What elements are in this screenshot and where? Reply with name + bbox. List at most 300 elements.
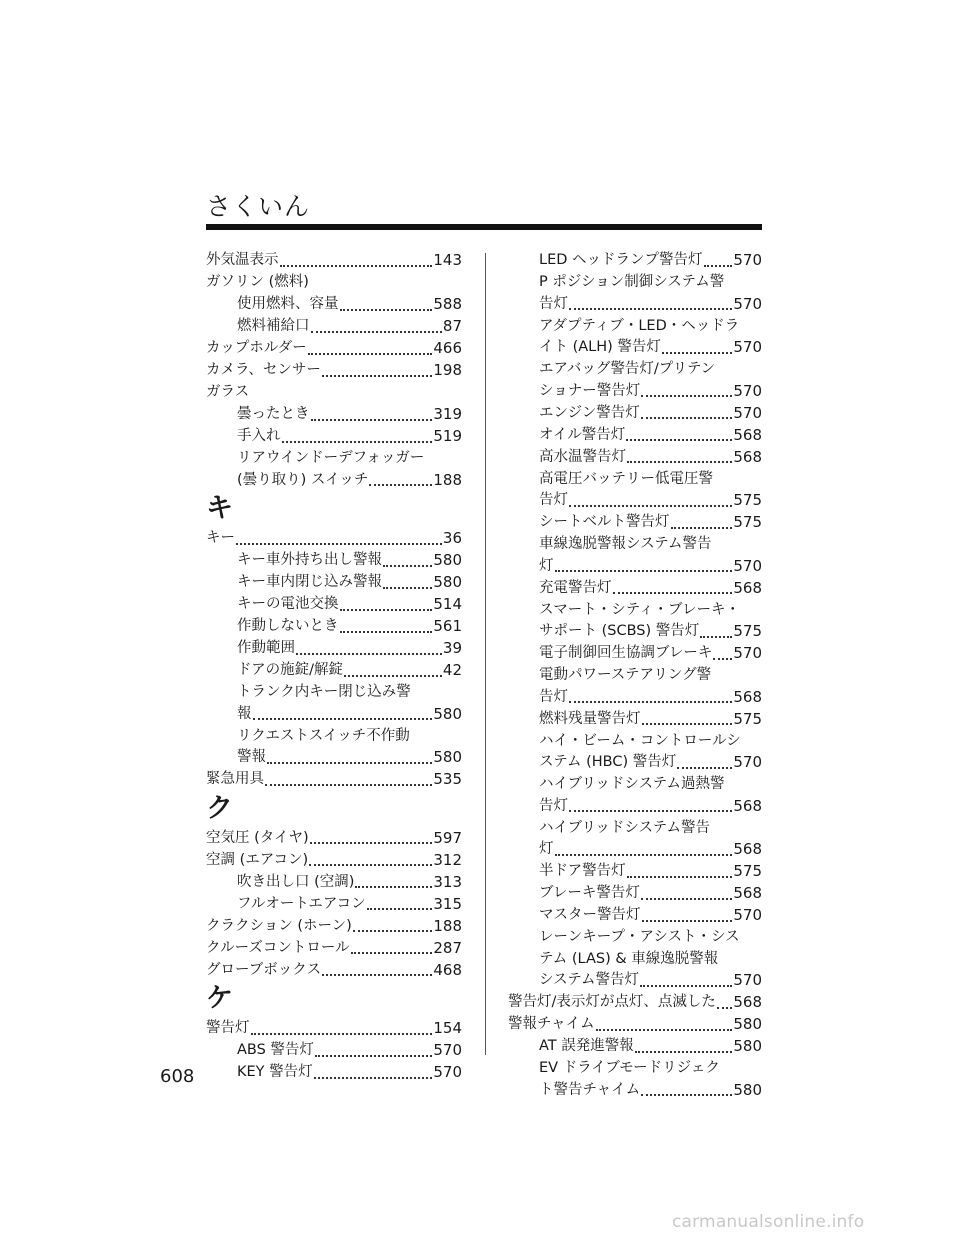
entry-row: [206, 828, 462, 850]
entry-page-number: 570: [433, 1041, 462, 1059]
dot-leader: [671, 527, 733, 529]
entry-text-line: 高電圧バッテリー低電圧警: [539, 470, 713, 487]
index-entry: [508, 359, 762, 402]
entry-page-number: 188: [433, 470, 462, 489]
entry-row: [539, 687, 762, 709]
entry-row: [539, 337, 762, 359]
entry-text: 報: [237, 705, 252, 722]
entry-text: システム警告灯: [539, 972, 640, 988]
entry-page-number: 568: [733, 578, 762, 597]
index-entry: [508, 643, 762, 665]
entry-row: [237, 1040, 462, 1062]
index-entry: [508, 316, 762, 359]
dot-leader: [713, 658, 732, 660]
index-entry: [206, 250, 462, 272]
index-entry: [206, 938, 462, 960]
entry-row: [539, 512, 762, 534]
index-entry: [206, 638, 462, 660]
dot-leader: [367, 908, 433, 910]
dot-leader: [642, 723, 733, 725]
entry-page-number: 570: [733, 403, 762, 422]
entry-row: [237, 594, 462, 616]
entry-row: [539, 709, 762, 731]
entry-row: [237, 550, 462, 572]
entry-text-line: ハイブリッドシステム警告: [539, 819, 710, 836]
dot-leader: [569, 810, 732, 812]
dot-leader: [569, 701, 732, 703]
entry-text: グローブボックス: [206, 961, 322, 978]
dot-leader: [662, 352, 732, 354]
dot-leader: [641, 395, 732, 397]
entry-text: シートベルト警告灯: [539, 514, 670, 530]
index-entry: [206, 682, 462, 725]
index-entry: [206, 550, 462, 572]
dot-leader: [296, 653, 442, 655]
entry-text: キーの電池交換: [237, 596, 339, 612]
dot-leader: [310, 842, 433, 844]
dot-leader: [322, 974, 432, 976]
dot-leader: [704, 265, 733, 267]
dot-leader: [351, 952, 433, 954]
entry-text: イト (ALH) 警告灯: [539, 339, 661, 355]
entry-row: [206, 382, 462, 404]
dot-leader: [627, 876, 733, 878]
entry-text: 高水温警告灯: [539, 448, 626, 465]
dot-leader: [314, 1077, 433, 1079]
dot-leader: [613, 592, 733, 594]
entry-page-number: 568: [733, 687, 762, 706]
dot-leader: [280, 265, 433, 267]
entry-text: カメラ、センサー: [206, 362, 321, 378]
entry-row: [237, 638, 462, 660]
entry-row: [539, 839, 762, 861]
entry-text-line: EV ドライブモードリジェク: [539, 1060, 720, 1076]
entry-row: [539, 490, 762, 512]
entry-text: ステム (HBC) 警告灯: [539, 754, 677, 770]
index-entry: [206, 1018, 462, 1040]
dot-leader: [700, 636, 732, 638]
dot-leader: [627, 461, 732, 463]
index-entry: [508, 600, 762, 643]
dot-leader: [677, 767, 732, 769]
entry-text-line: 電動パワーステアリング警: [539, 667, 712, 683]
entry-text: 空気圧 (タイヤ): [206, 829, 309, 846]
entry-text-line: アダプティブ・LED・ヘッドラ: [539, 317, 740, 334]
entry-row: [539, 381, 762, 403]
dot-leader: [309, 864, 432, 866]
page-title: さくいん: [206, 192, 311, 221]
entry-text: 告灯: [539, 492, 568, 508]
entry-text-line: テム (LAS) & 車線逸脱警報: [539, 950, 719, 967]
entry-page-number: 575: [733, 709, 762, 728]
entry-row: [508, 1014, 762, 1036]
entry-row: [539, 447, 762, 469]
index-column-left: [206, 250, 462, 1084]
dot-leader: [641, 417, 733, 419]
entry-text: 手入れ: [237, 428, 281, 444]
entry-text: 灯: [539, 841, 554, 857]
entry-text-line: リクエストスイッチ不作動: [237, 727, 410, 744]
entry-row: [237, 894, 462, 916]
index-entry: [206, 894, 462, 916]
dot-leader: [355, 886, 432, 888]
entry-row: [539, 294, 762, 316]
entry-page-number: 570: [733, 971, 762, 989]
entry-page-number: 514: [433, 595, 462, 613]
index-entry: [508, 534, 762, 577]
entry-row: [206, 769, 462, 791]
entry-page-number: 570: [733, 338, 762, 356]
entry-text: マスター警告灯: [539, 907, 641, 923]
entry-page-number: 568: [733, 447, 762, 466]
dot-leader: [569, 505, 732, 507]
dot-leader: [282, 441, 433, 443]
index-entry: [508, 425, 762, 447]
entry-text: 充電警告灯: [539, 579, 612, 596]
entry-page-number: 580: [433, 551, 462, 569]
entry-row: [206, 528, 462, 550]
entry-row: [539, 796, 762, 818]
index-entry: [508, 512, 762, 534]
dot-leader: [322, 375, 433, 377]
section-letter: ケ: [206, 983, 233, 1014]
entry-text: ショナー警告灯: [539, 382, 641, 399]
entry-page-number: 575: [733, 491, 762, 509]
index-entry: [508, 861, 762, 883]
dot-leader: [555, 854, 733, 856]
entry-page-number: 315: [433, 894, 462, 913]
entry-row: [237, 572, 462, 594]
dot-leader: [383, 565, 432, 567]
entry-text-line: エアバッグ警告灯/プリテン: [539, 361, 716, 377]
entry-row: [539, 1080, 762, 1102]
entry-text: 緊急用具: [206, 771, 264, 787]
entry-page-number: 87: [442, 317, 462, 335]
entry-text-line: ハイブリッドシステム過熱警: [539, 776, 725, 792]
entry-text-line: トランク内キー閉じ込み警: [237, 684, 411, 700]
entry-page-number: 580: [733, 1037, 762, 1055]
index-entry: [508, 665, 762, 708]
dot-leader: [641, 1094, 732, 1096]
dot-leader: [642, 920, 733, 922]
index-entry: [508, 774, 762, 817]
index-entry: [206, 338, 462, 360]
entry-row: [237, 616, 462, 638]
entry-page-number: 519: [433, 427, 462, 445]
entry-page-number: 568: [733, 425, 762, 444]
entry-page-number: 575: [733, 622, 762, 640]
entry-text: 使用燃料、容量: [237, 296, 339, 312]
entry-row: [237, 747, 462, 769]
page-number: 608: [160, 1066, 195, 1087]
entry-text: ガソリン (燃料): [206, 274, 309, 290]
index-entry: [206, 1062, 462, 1084]
entry-row: [206, 338, 462, 360]
entry-page-number: 468: [433, 960, 462, 979]
entry-text: 作動しないとき: [237, 618, 339, 634]
entry-page-number: 568: [733, 840, 762, 858]
entry-text: 作動範囲: [237, 640, 295, 656]
entry-text: ドアの施錠/解錠: [237, 662, 343, 678]
index-entry: [508, 927, 762, 992]
index-entry: [206, 850, 462, 872]
entry-text: 半ドア警告灯: [539, 863, 626, 879]
index-entry: [206, 404, 462, 426]
index-entry: [206, 426, 462, 448]
entry-page-number: 312: [433, 850, 462, 869]
entry-text: 警報チャイム: [508, 1016, 595, 1032]
index-entry: [206, 572, 462, 594]
dot-leader: [596, 1029, 733, 1031]
entry-page-number: 287: [433, 938, 462, 957]
entry-row: [206, 960, 462, 982]
index-entry: [206, 272, 462, 294]
dot-leader: [344, 675, 442, 677]
index-entry: [206, 294, 462, 316]
index-entry: [206, 660, 462, 682]
index-entry: [508, 905, 762, 927]
index-column-right: [508, 250, 762, 1102]
entry-row: [539, 970, 762, 992]
dot-leader: [253, 718, 433, 720]
entry-page-number: 570: [433, 1063, 462, 1081]
index-entry: [508, 578, 762, 600]
entry-text: 燃料補給口: [237, 318, 310, 334]
entry-row: [539, 556, 762, 578]
index-entry: [206, 448, 462, 491]
index-entry: [508, 447, 762, 469]
entry-text: クラクション (ホーン): [206, 917, 352, 934]
entry-text: ブレーキ警告灯: [539, 885, 640, 901]
entry-row: [206, 1018, 462, 1040]
entry-text: 警告灯/表示灯が点灯、点滅した: [508, 994, 716, 1010]
entry-text-line: スマート・シティ・ブレーキ・: [539, 601, 740, 618]
index-entry: [508, 1058, 762, 1101]
entry-page-number: 42: [442, 661, 462, 679]
dot-leader: [383, 587, 432, 589]
index-entry: [206, 726, 462, 769]
entry-row: [206, 272, 462, 294]
entry-text-line: リアウインドーデフォッガー: [237, 450, 425, 466]
entry-text: オイル警告灯: [539, 426, 626, 443]
entry-text: ト警告チャイム: [539, 1081, 641, 1098]
entry-text: キー: [206, 530, 235, 546]
entry-page-number: 154: [433, 1019, 462, 1037]
entry-text-line: P ポジション制御システム警: [539, 274, 725, 290]
entry-page-number: 188: [433, 916, 462, 935]
index-entry: [508, 883, 762, 905]
entry-row: [539, 621, 762, 643]
entry-row: [539, 752, 762, 774]
entry-page-number: 36: [442, 529, 462, 547]
entry-page-number: 198: [433, 361, 462, 379]
dot-leader: [369, 484, 432, 486]
entry-row: [539, 883, 762, 905]
entry-page-number: 570: [733, 294, 762, 313]
dot-leader: [265, 784, 432, 786]
entry-text: 空調 (エアコン): [206, 851, 309, 868]
entry-row: [508, 992, 762, 1014]
index-entry: [206, 769, 462, 791]
entry-row: [539, 403, 762, 425]
entry-row: [237, 872, 462, 894]
entry-page-number: 568: [733, 796, 762, 815]
index-entry: [206, 528, 462, 550]
dot-leader: [640, 985, 732, 987]
entry-page-number: 580: [433, 704, 462, 723]
section-letter: ク: [206, 792, 233, 824]
entry-page-number: 313: [433, 872, 462, 891]
index-entry: [206, 382, 462, 404]
entry-text: KEY 警告灯: [237, 1064, 313, 1080]
dot-leader: [311, 419, 433, 421]
entry-row: [539, 1036, 762, 1058]
index-entry: [206, 828, 462, 850]
entry-page-number: 570: [733, 753, 762, 771]
entry-page-number: 570: [733, 644, 762, 662]
entry-text: エンジン警告灯: [539, 404, 640, 421]
index-entry: [508, 1036, 762, 1058]
entry-row: [237, 316, 462, 338]
entry-text: 警告灯: [206, 1020, 250, 1036]
dot-leader: [340, 609, 433, 611]
dot-leader: [308, 353, 433, 355]
entry-text: AT 誤発進警報: [539, 1038, 634, 1054]
entry-page-number: 568: [733, 993, 762, 1011]
entry-page-number: 570: [733, 251, 762, 269]
entry-row: [237, 404, 462, 426]
dot-leader: [353, 930, 433, 932]
index-entry: [206, 616, 462, 638]
entry-text: 告灯: [539, 688, 568, 705]
entry-row: [206, 916, 462, 938]
index-entry: [508, 469, 762, 512]
entry-text: 告灯: [539, 295, 568, 312]
entry-page-number: 570: [733, 906, 762, 924]
dot-leader: [251, 1033, 433, 1035]
index-entry: [206, 960, 462, 982]
entry-text: カップホルダー: [206, 340, 307, 356]
entry-row: [539, 861, 762, 883]
dot-leader: [555, 570, 733, 572]
dot-leader: [717, 1007, 732, 1009]
index-entry: [206, 316, 462, 338]
entry-text: ガラス: [206, 384, 250, 400]
entry-page-number: 143: [433, 251, 462, 269]
entry-page-number: 580: [733, 1080, 762, 1099]
entry-page-number: 319: [433, 405, 462, 423]
entry-row: [539, 578, 762, 600]
index-entry: [206, 916, 462, 938]
entry-text: サポート (SCBS) 警告灯: [539, 623, 700, 639]
dot-leader: [641, 898, 732, 900]
entry-page-number: 561: [433, 617, 462, 635]
entry-text: 外気温表示: [206, 252, 279, 268]
entry-text: 電子制御回生協調ブレーキ: [539, 645, 713, 661]
index-entry: [508, 731, 762, 774]
title-rule: [206, 224, 762, 230]
entry-page-number: 575: [733, 862, 762, 880]
dot-leader: [340, 631, 433, 633]
entry-page-number: 580: [733, 1015, 762, 1033]
entry-row: [237, 294, 462, 316]
dot-leader: [626, 439, 732, 441]
index-entry: [508, 250, 762, 272]
entry-page-number: 580: [433, 573, 462, 591]
dot-leader: [311, 331, 442, 333]
entry-row: [539, 905, 762, 927]
dot-leader: [340, 309, 433, 311]
entry-row: [206, 360, 462, 382]
dot-leader: [236, 543, 442, 545]
entry-page-number: 570: [733, 381, 762, 400]
entry-row: [237, 704, 462, 726]
index-entry: [508, 992, 762, 1014]
entry-text: 告灯: [539, 797, 568, 814]
entry-row: [237, 1062, 462, 1084]
watermark: carmanualsonline.info: [672, 1212, 865, 1232]
dot-leader: [315, 1055, 432, 1057]
entry-page-number: 570: [733, 556, 762, 575]
entry-text: フルオートエアコン: [237, 895, 366, 912]
dot-leader: [267, 762, 432, 764]
index-entry: [206, 1040, 462, 1062]
index-entry: [508, 272, 762, 315]
section-letter: キ: [206, 493, 233, 524]
index-entry: [508, 818, 762, 861]
entry-text: キー車内閉じ込み警報: [237, 574, 382, 590]
column-divider: [485, 253, 486, 1055]
entry-text: 曇ったとき: [237, 406, 310, 422]
entry-row: [206, 938, 462, 960]
entry-text: LED ヘッドランプ警告灯: [539, 252, 703, 268]
entry-page-number: 575: [733, 513, 762, 531]
entry-page-number: 466: [433, 339, 462, 357]
index-entry: [206, 872, 462, 894]
index-entry: [508, 709, 762, 731]
dot-leader: [569, 308, 732, 310]
entry-page-number: 39: [442, 639, 462, 657]
entry-text: 燃料残量警告灯: [539, 710, 641, 727]
entry-text-line: 車線逸脱警報システム警告: [539, 536, 712, 552]
entry-row: [237, 426, 462, 448]
entry-text: クルーズコントロール: [206, 939, 350, 956]
entry-page-number: 568: [733, 884, 762, 902]
entry-row: [539, 250, 762, 272]
index-entry: [508, 403, 762, 425]
entry-text: 灯: [539, 557, 554, 574]
entry-row: [206, 250, 462, 272]
entry-row: [539, 643, 762, 665]
entry-text-line: レーンキープ・アシスト・シス: [539, 929, 740, 945]
index-entry: [206, 360, 462, 382]
index-entry: [206, 594, 462, 616]
entry-text: ABS 警告灯: [237, 1042, 314, 1058]
entry-text-line: ハイ・ビーム・コントロールシ: [539, 732, 741, 749]
entry-page-number: 597: [433, 828, 462, 847]
entry-page-number: 535: [433, 770, 462, 788]
entry-text: 警報: [237, 749, 266, 765]
entry-row: [206, 850, 462, 872]
index-entry: [508, 1014, 762, 1036]
entry-row: [237, 660, 462, 682]
entry-row: [237, 470, 462, 492]
entry-row: [539, 425, 762, 447]
entry-text: 吹き出し口 (空調): [237, 873, 355, 890]
dot-leader: [635, 1051, 733, 1053]
entry-page-number: 580: [433, 748, 462, 766]
entry-text: キー車外持ち出し警報: [237, 552, 382, 568]
